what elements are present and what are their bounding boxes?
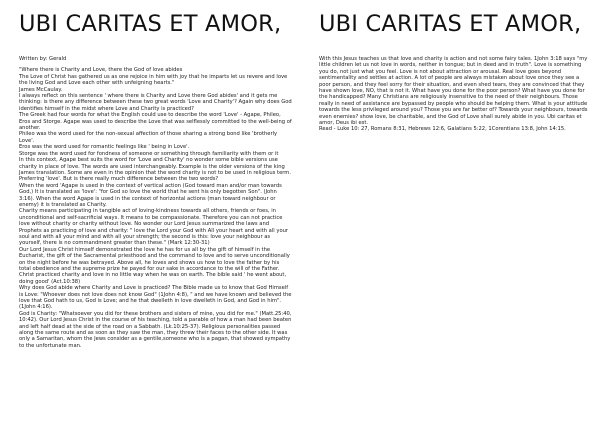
body-paragraph: Our Lord Jesus Christ himself demonstrated the love he has for us all by the gift of himself in the Eucharist, the gift of the Sacramental priesthood and the command to love and to serve unconditionally on the night before he was betrayed. Above all, he loves and shows us how to love the father by his total obedience and the supreme prize he payed for our sake in accordance to the will of the Father. Christ practiced charity and love in no little way when he was on earth. The bible said ' he went about, doing good' (Act.10:38) (19, 246, 290, 285)
reading-references: Read - Luke 10: 27, Romans 8:31, Hebrews 12:6, Galatians 5:22, 1Corentians 13:8, John 14:15. (319, 126, 566, 133)
body-paragraph: God is Charity: "Whatsoever you did for these brothers and sisters of mine, you did for me." (Matt.25:40, 10:42). Our Lord Jesus Christ in the course of his teaching, told a parable of how a man had been beaten and left half dead at the side of the road on a Sabbath. (Lk.10:25-37). Religious personalities passed along the same route and as soon as they saw the man, they threw their faces to the other side. It was only a Samaritan, whom the Jews consider as a gentile,someone who is a pagan, that showed sympathy to the unfortunate man. (19, 310, 292, 349)
body-paragraph: With this Jesus teaches us that love and charity is action and not some fairy tales. 1John 3:18 says "my little children let us not love in words, neither in tongue; but in deed and in truth". Love is something you do, not just what you feel. Love is not about attraction or arousal. Real love goes beyond sentimentality and settles at action. A lot of people are always mistaken about love once they see a poor person, and they feel sorry for their situation, and even shed tears, they are convinced that they have shown love, NO, that is not it. What have you done for the poor person? What have you done for the handicapped? Many Christians are religiously insensitive to the need of their neighbours. Those really in need of assistance are bypassed by people who should be helping them. What is your attitude towards the less privileged around you? Those you are far better of? Towards your neighbours, towards even enemies? show love, be charitable, and the God of Love shall surely abide in you. Ubi caritas et amor, Deus ibi est. (319, 56, 588, 127)
body-paragraph: Eros was the word used for romantic feelings like ' being in Love'. (19, 144, 190, 151)
body-paragraph: James McCaulay. (19, 86, 63, 93)
body-paragraph: Phileo was the word used for the non-sexual affection of those sharing a strong bond like 'brotherly Love'. (19, 131, 278, 144)
body-paragraph: Why does God abide where Charity and Love is practiced? The Bible made us to know that God Himself is Love: "Whoever does not love does not know God" (1John 4:8), " and we have known and believed the love that God hath to us, God is Love; and he that dwelleth in love dwelleth in God, and God in him". (1John 4:16). (19, 285, 292, 311)
article-body (19, 67, 292, 349)
body-paragraph: Charity means participating in tangible act of loving-kindness towards all others, friends or foes, in unconditional and self-sacrificial ways. It means to be compassionate. Therefore you can not practice love without charity or charity without love. No wonder our Lord Jesus summarized the laws and Prophets as practicing of love and charity: " love the Lord your God with All your heart and with all your soul and with all your mind and with all your strength; the second is this: love your neighbour as yourself, there is no commandment greater than these." (Mark 12:30-31) (19, 208, 289, 247)
body-paragraph: I always reflect on this sentence ' where there is Charity and Love there God abides' and it gets me thinking: is there any difference between these two great words 'Love and Charity'? Again why does God identifies himself in the midst where Love and Charity is practiced? (19, 93, 292, 112)
page-title: UBI CARITAS ET AMOR, (319, 11, 582, 37)
article-body (319, 56, 592, 133)
body-paragraph: The Love of Christ has gathered us as one rejoice in him with joy that he imparts let us revere and love the living God and Love each other with unfeigning hearts." (19, 73, 288, 87)
body-paragraph: In this context, Agape best suits the word for 'Love and Charity' no wonder some bible versions use charity in place of love. The words are used interchangeably. Example is the older versions of the king James translation. Some are even in the opinion that the word charity is not to be used in religious term. Preferring 'love'. But is there really much difference between the two words? (19, 157, 292, 183)
right-page (300, 0, 600, 424)
byline: Written by: Gerald (19, 56, 67, 62)
body-paragraph: When the word 'Agape is used in the context of vertical action (God toward man and/or man towards God,) It is translated as 'love': "for God so love the world that he sent his only begotten Son". (John 3:16). When the word Agape is used in the context of horizontal actions (man toward neighbour or enemy) it is translated as Charity. (19, 182, 282, 208)
body-paragraph: The Greek had four words for what the English could use to describe the word 'Love' - Agape, Phileo, Eros and Storge. Agape was used to describe the Love that was selflessly committed to the well-being of another. (19, 112, 292, 132)
body-paragraph: Storge was the word used for fondness of someone or something through familiarity with them or it (19, 150, 279, 157)
body-paragraph: "Where there is Charity and Love, there the God of love abides (19, 67, 183, 74)
page-title: UBI CARITAS ET AMOR, (19, 11, 282, 37)
